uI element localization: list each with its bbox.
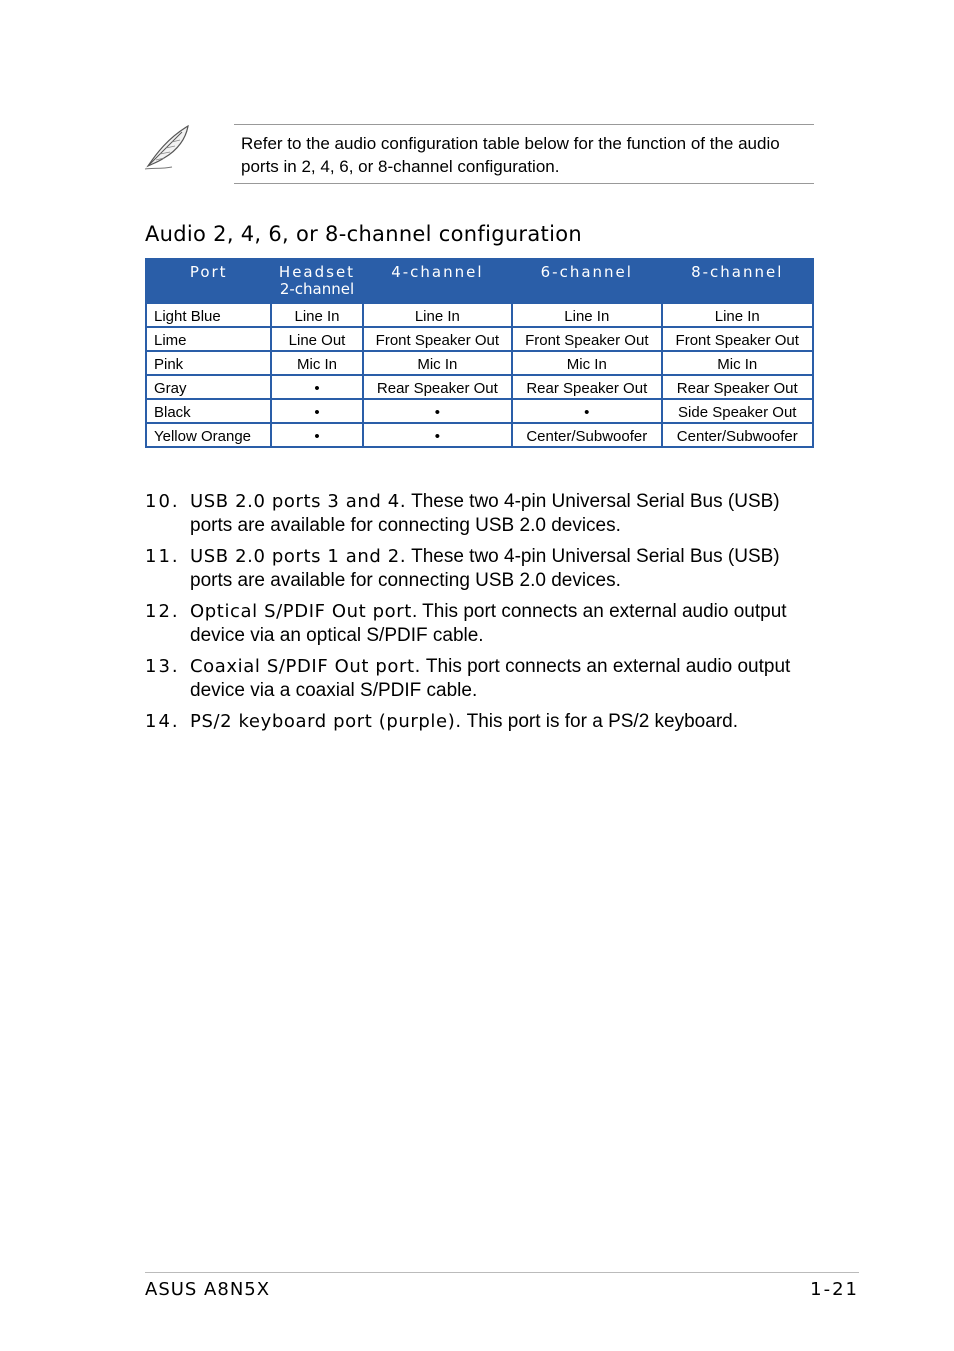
list-item	[145, 655, 825, 703]
table-cell: •	[272, 424, 361, 446]
table-cell: Rear Speaker Out	[663, 376, 812, 398]
table-cell: Rear Speaker Out	[513, 376, 660, 398]
item-text: This port is for a PS/2 keyboard.	[461, 711, 738, 732]
pen-feather-icon	[142, 120, 194, 172]
table-row	[147, 376, 812, 398]
table-cell: Pink	[147, 352, 270, 374]
note-box	[234, 124, 814, 184]
table-cell: Mic In	[364, 352, 511, 374]
list-item	[145, 545, 825, 593]
table-row	[147, 400, 812, 422]
table-cell: Line Out	[272, 328, 361, 350]
table-cell: •	[513, 400, 660, 422]
table-cell: Front Speaker Out	[364, 328, 511, 350]
table-cell: Line In	[364, 304, 511, 326]
list-item	[145, 710, 825, 734]
table-cell: Front Speaker Out	[513, 328, 660, 350]
item-text: These two 4-pin Universal Serial Bus (USB) ports are available for connecting USB 2.0 devices.	[190, 546, 780, 591]
item-heading: Coaxial S/PDIF Out port.	[190, 656, 421, 677]
footer-divider	[145, 1272, 859, 1273]
item-heading: Optical S/PDIF Out port	[190, 601, 412, 622]
item-text: . This port connects an external audio output device via an optical S/PDIF cable.	[190, 601, 787, 646]
table-cell: •	[364, 424, 511, 446]
section-title: Audio 2, 4, 6, or 8-channel configuration	[145, 222, 582, 246]
item-number: 11.	[145, 546, 180, 567]
item-text: This port connects an external audio output device via a coaxial S/PDIF cable.	[190, 656, 791, 701]
item-text: These two 4-pin Universal Serial Bus (USB) ports are available for connecting USB 2.0 devices.	[190, 491, 780, 536]
item-number: 10.	[145, 491, 180, 512]
table-row	[147, 328, 812, 350]
table-cell: Side Speaker Out	[663, 400, 812, 422]
header-headset-sub: 2-channel	[279, 280, 355, 298]
table-cell: Light Blue	[147, 304, 270, 326]
table-cell: •	[364, 400, 511, 422]
header-4-channel: 4-channel	[391, 263, 484, 281]
table-cell: Mic In	[513, 352, 660, 374]
table-cell: Black	[147, 400, 270, 422]
port-descriptions-list	[145, 490, 825, 741]
table-cell: •	[272, 376, 361, 398]
table-cell: Rear Speaker Out	[364, 376, 511, 398]
item-heading: PS/2 keyboard port (purple).	[190, 711, 462, 732]
list-item	[145, 490, 825, 538]
header-8-channel: 8-channel	[691, 263, 784, 281]
table-cell: •	[272, 400, 361, 422]
note-text: Refer to the audio configuration table below for the function of the audio ports in 2, 4, 6, or 8-channel configuration.	[241, 134, 780, 176]
table-cell: Line In	[513, 304, 660, 326]
footer-page-number: 1-21	[810, 1279, 859, 1300]
table-row	[147, 352, 812, 374]
item-number: 12.	[145, 601, 180, 622]
item-number: 14.	[145, 711, 180, 732]
item-heading: USB 2.0 ports 3 and 4.	[190, 491, 407, 512]
table-cell: Center/Subwoofer	[663, 424, 812, 446]
table-cell: Line In	[663, 304, 812, 326]
table-cell: Line In	[272, 304, 361, 326]
footer-product-name: ASUS A8N5X	[145, 1279, 271, 1300]
table-row	[147, 424, 812, 446]
table-header-row	[147, 260, 812, 302]
table-cell: Mic In	[272, 352, 361, 374]
table-cell: Front Speaker Out	[663, 328, 812, 350]
table-cell: Mic In	[663, 352, 812, 374]
header-port: Port	[189, 263, 228, 281]
header-headset: Headset 2-channel	[272, 260, 361, 302]
table-cell: Center/Subwoofer	[513, 424, 660, 446]
table-cell: Gray	[147, 376, 270, 398]
item-heading: USB 2.0 ports 1 and 2.	[190, 546, 407, 567]
audio-config-table	[145, 258, 814, 448]
table-cell: Yellow Orange	[147, 424, 270, 446]
table-cell: Lime	[147, 328, 270, 350]
table-row	[147, 304, 812, 326]
list-item	[145, 600, 825, 648]
header-6-channel: 6-channel	[540, 263, 633, 281]
item-number: 13.	[145, 656, 180, 677]
